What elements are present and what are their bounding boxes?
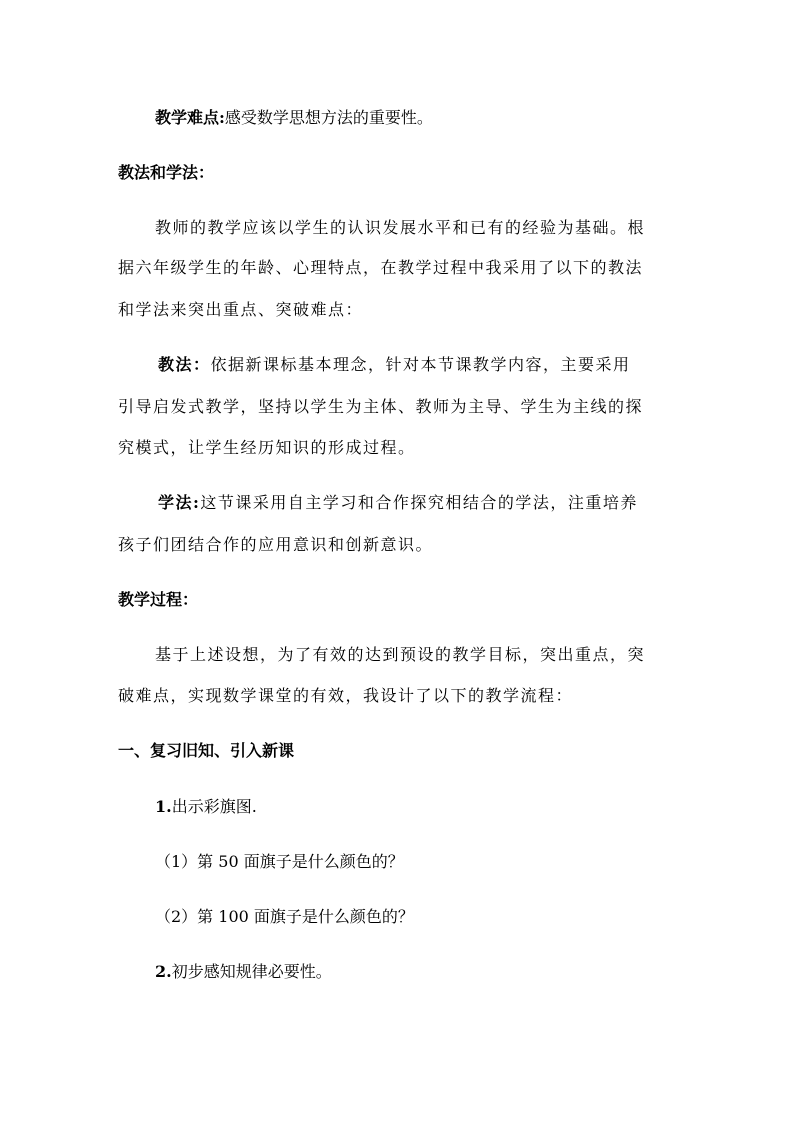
step2-line (155, 962, 332, 982)
process-intro-line-2: 破难点，实现数学课堂的有效，我设计了以下的教学流程： (118, 686, 574, 705)
teaching-method-line-1 (158, 355, 631, 375)
question1-line: （1）第 50 面旗子是什么颜色的？ (155, 852, 404, 871)
step1-number: 1. (155, 797, 172, 816)
step2-text: 初步感知规律必要性。 (171, 962, 332, 981)
learning-method-line-1 (158, 493, 638, 513)
learning-method-label: 学法: (158, 493, 201, 512)
difficulty-line (155, 108, 433, 128)
step1-text: 出示彩旗图. (171, 797, 257, 816)
step1-line (155, 797, 257, 817)
section1-heading: 一、复习旧知、引入新课 (118, 741, 295, 760)
teaching-method-line-3: 究模式，让学生经历知识的形成过程。 (118, 438, 416, 457)
process-intro-line-1: 基于上述设想，为了有效的达到预设的教学目标，突出重点，突 (155, 645, 646, 664)
learning-method-text: 这节课采用自主学习和合作探究相结合的学法，注重培养 (200, 493, 638, 512)
methods-intro-line-2: 据六年级学生的年龄、心理特点，在教学过程中我采用了以下的教法 (118, 258, 644, 277)
difficulty-text: 感受数学思想方法的重要性。 (224, 108, 433, 127)
teaching-method-text: 依据新课标基本理念，针对本节课教学内容，主要采用 (210, 355, 631, 374)
teaching-method-line-2: 引导启发式教学，坚持以学生为主体、教师为主导、学生为主线的探 (118, 397, 644, 416)
difficulty-label: 教学难点: (155, 108, 225, 127)
step2-number: 2. (155, 962, 172, 981)
teaching-method-label: 教法： (158, 355, 211, 374)
process-heading: 教学过程： (118, 590, 199, 609)
question2-line: （2）第 100 面旗子是什么颜色的？ (155, 907, 414, 926)
methods-intro-line-3: 和学法来突出重点、突破难点： (118, 300, 364, 319)
methods-intro-line-1: 教师的教学应该以学生的认识发展水平和已有的经验为基础。根 (155, 218, 646, 237)
learning-method-line-2: 孩子们团结合作的应用意识和创新意识。 (118, 535, 434, 554)
methods-heading: 教法和学法： (118, 163, 215, 182)
